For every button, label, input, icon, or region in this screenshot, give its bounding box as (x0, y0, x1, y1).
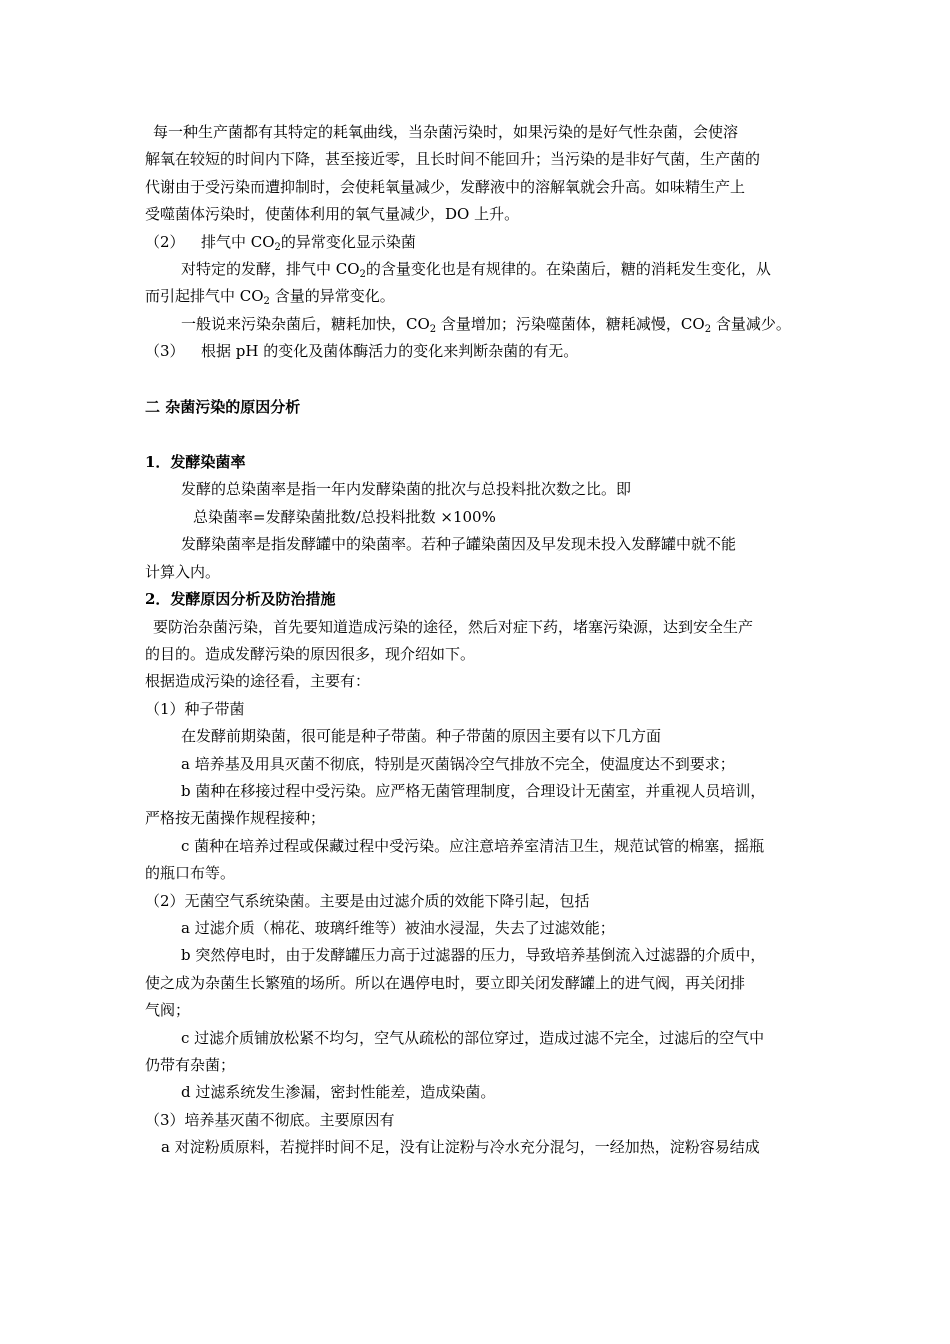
paragraph-line: a 对淀粉质原料，若搅拌时间不足，没有让淀粉与冷水充分混匀，一经加热，淀粉容易结成 (161, 1138, 760, 1157)
list-number: （2） (145, 232, 185, 251)
text-segment: 对特定的发酵，排气中 CO (181, 260, 360, 279)
text-segment: 含量的异常变化。 (269, 287, 395, 306)
paragraph-line: d 过滤系统发生渗漏，密封性能差，造成染菌。 (181, 1083, 496, 1102)
section-heading: 二 杂菌污染的原因分析 (145, 397, 301, 416)
paragraph-line: 发酵染菌率是指发酵罐中的染菌率。若种子罐染菌因及早发现未投入发酵罐中就不能 (181, 535, 737, 554)
paragraph-line: 气阀； (145, 1001, 191, 1020)
text-segment: 而引起排气中 CO (145, 287, 264, 306)
paragraph-line: 仍带有杂菌； (145, 1056, 236, 1074)
paragraph-line: 计算入内。 (145, 562, 221, 581)
paragraph-line: 每一种生产菌都有其特定的耗氧曲线，当杂菌污染时，如果污染的是好气性杂菌，会使溶 (153, 123, 739, 141)
subsection-heading: 2．发酵原因分析及防治措施 (145, 590, 336, 609)
text-segment: 含量减少。 (711, 314, 791, 333)
paragraph-line: 根据造成污染的途径看，主要有： (145, 672, 371, 691)
subsection-heading: 1．发酵染菌率 (145, 453, 246, 472)
subscript: 2 (274, 241, 281, 253)
paragraph-line: c 菌种在培养过程或保藏过程中受污染。应注意培养室清洁卫生，规范试管的棉塞，摇瓶 (181, 836, 765, 855)
paragraph-line: 的瓶口布等。 (145, 864, 236, 883)
spacer (145, 366, 810, 394)
paragraph-line: b 突然停电时，由于发酵罐压力高于过滤器的压力，导致培养基倒流入过滤器的介质中， (181, 946, 766, 965)
paragraph-line: 的目的。造成发酵污染的原因很多，现介绍如下。 (145, 644, 476, 663)
document-body (145, 119, 810, 1162)
subscript: 2 (359, 269, 366, 281)
paragraph-line: 要防治杂菌污染，首先要知道造成污染的途径，然后对症下药，堵塞污染源，达到安全生产 (153, 617, 754, 636)
list-item-ph (145, 338, 810, 365)
paragraph-line: 代谢由于受污染而遭抑制时，会使耗氧量减少，发酵液中的溶解氧就会升高。如味精生产上 (145, 177, 746, 196)
paragraph-line: 解氧在较短的时间内下降，甚至接近零，且长时间不能回升；当污染的是非好气菌，生产菌的 (145, 150, 761, 169)
paragraph-line: a 过滤介质（棉花、玻璃纤维等）被油水浸湿，失去了过滤效能； (181, 918, 615, 937)
paragraph-line (145, 256, 810, 283)
paragraph-line: c 过滤介质铺放松紧不均匀，空气从疏松的部位穿过，造成过滤不完全，过滤后的空气中 (181, 1028, 765, 1047)
subscript: 2 (704, 323, 712, 335)
paragraph-line: 使之成为杂菌生长繁殖的场所。所以在遇停电时，要立即关闭发酵罐上的进气阀，再关闭排 (145, 973, 746, 992)
list-heading: （1）种子带菌 (145, 699, 245, 718)
text-segment: 的含量变化也是有规律的。在染菌后，糖的消耗发生变化，从 (365, 260, 771, 279)
formula-line: 总染菌率=发酵染菌批数/总投料批数 ×100% (193, 507, 496, 526)
subscript: 2 (429, 323, 437, 335)
list-number: （3） (145, 342, 185, 361)
text-segment: 含量增加；污染噬菌体，糖耗减慢，CO (436, 314, 705, 333)
list-text: 根据 pH 的变化及菌体酶活力的变化来判断杂菌的有无。 (201, 342, 579, 361)
paragraph-line: b 菌种在移接过程中受污染。应严格无菌管理制度，合理设计无菌室，并重视人员培训， (181, 781, 766, 800)
paragraph-line: 发酵的总染菌率是指一年内发酵染菌的批次与总投料批次数之比。即 (181, 480, 632, 499)
spacer (145, 421, 810, 449)
paragraph-line (145, 283, 810, 310)
list-heading: （3）培养基灭菌不彻底。主要原因有 (145, 1110, 395, 1129)
paragraph-line: 严格按无菌操作规程接种； (145, 809, 326, 828)
list-item-co2 (145, 229, 810, 256)
paragraph-line (145, 311, 810, 338)
paragraph-line: 受噬菌体污染时，使菌体利用的氧气量减少，DO 上升。 (145, 205, 520, 224)
list-text: 的异常变化显示染菌 (280, 232, 416, 251)
paragraph-line: 在发酵前期染菌，很可能是种子带菌。种子带菌的原因主要有以下几方面 (181, 727, 662, 746)
list-text: 排气中 CO (201, 232, 275, 251)
list-heading: （2）无菌空气系统染菌。主要是由过滤介质的效能下降引起，包括 (145, 891, 590, 910)
subscript: 2 (263, 296, 270, 308)
text-segment: 一般说来污染杂菌后，糖耗加快，CO (181, 314, 430, 333)
paragraph-line: a 培养基及用具灭菌不彻底，特别是灭菌锅冷空气排放不完全，使温度达不到要求； (181, 754, 735, 773)
